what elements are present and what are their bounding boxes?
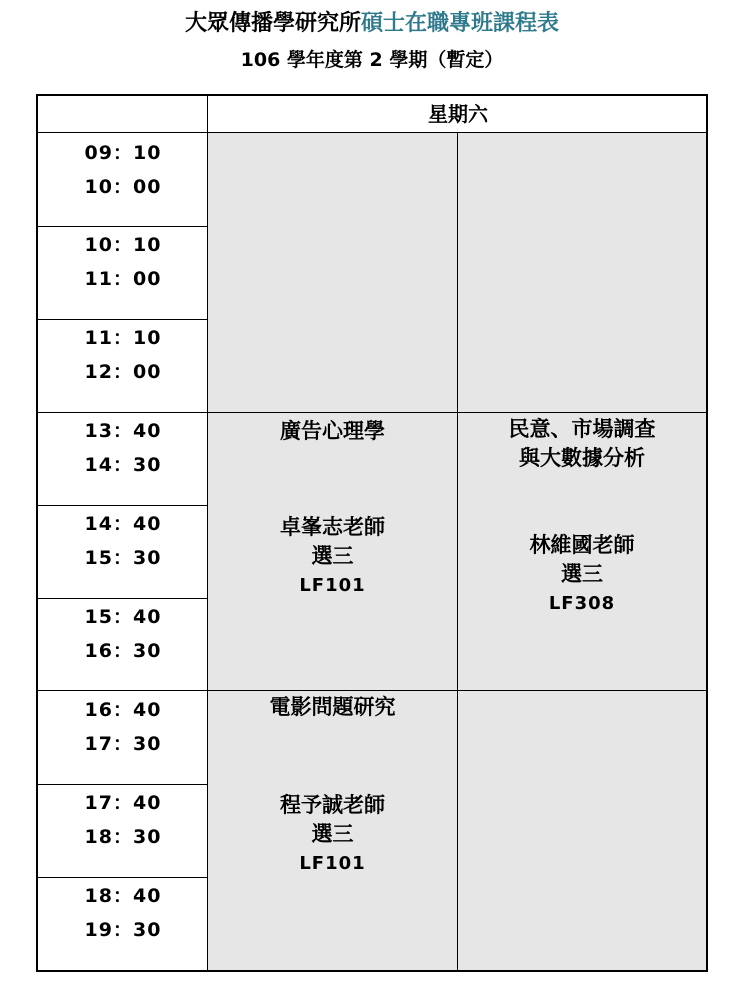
course-details [458, 531, 706, 618]
time-end: 19：30 [84, 919, 162, 941]
time-end: 16：30 [84, 640, 162, 662]
time-end: 18：30 [84, 826, 162, 848]
time-start: 09：10 [84, 142, 162, 164]
page-subtitle: 106 學年度第 2 學期（暫定） [240, 49, 504, 71]
time-slot [38, 228, 208, 296]
time-slot [38, 136, 208, 204]
row-divider [38, 226, 208, 227]
time-end: 10：00 [84, 176, 162, 198]
course-room: LF101 [299, 853, 366, 874]
title-program: 碩士在職專班課程表 [361, 11, 560, 36]
time-slot [38, 507, 208, 575]
row-divider [38, 319, 208, 320]
course-room: LF308 [548, 593, 616, 614]
course-name [458, 415, 706, 473]
time-start: 10：10 [84, 234, 162, 256]
time-start: 11：10 [84, 327, 162, 349]
time-slot [38, 693, 208, 761]
title-department: 大眾傳播學研究所 [184, 11, 361, 36]
course-teacher: 林維國老師 [529, 533, 635, 557]
row-divider [38, 598, 208, 599]
course-type: 選三 [311, 544, 354, 568]
time-start: 17：40 [84, 792, 162, 814]
course-name: 廣告心理學 [280, 419, 385, 443]
time-slot [38, 600, 208, 668]
time-start: 14：40 [84, 513, 162, 535]
course-teacher: 程予誠老師 [280, 793, 385, 817]
time-end: 11：00 [84, 268, 162, 290]
day-header: 星期六 [428, 102, 488, 126]
time-start: 13：40 [84, 420, 162, 442]
course-details [208, 513, 457, 600]
row-divider [38, 877, 208, 878]
row-divider [38, 505, 208, 506]
course-name-line2: 與大數據分析 [519, 446, 645, 470]
course-teacher: 卓峯志老師 [280, 515, 385, 539]
row-divider [38, 412, 706, 413]
time-start: 18：40 [84, 885, 162, 907]
time-slot [38, 321, 208, 389]
page-title [0, 8, 744, 40]
course-name: 電影問題研究 [269, 695, 396, 719]
header-row-divider [38, 132, 706, 133]
row-divider [38, 784, 208, 785]
time-end: 14：30 [84, 454, 162, 476]
course-room: LF101 [299, 575, 366, 596]
time-start: 15：40 [84, 606, 162, 628]
time-start: 16：40 [84, 699, 162, 721]
course-details [208, 791, 457, 878]
time-end: 12：00 [84, 361, 162, 383]
course-type: 選三 [561, 562, 603, 586]
time-end: 17：30 [84, 733, 162, 755]
course-type: 選三 [311, 822, 354, 846]
time-slot [38, 786, 208, 854]
time-end: 15：30 [84, 547, 162, 569]
course-name-line1: 民意、市場調查 [508, 417, 656, 441]
row-divider [38, 690, 706, 691]
time-slot [38, 879, 208, 947]
time-slot [38, 414, 208, 482]
